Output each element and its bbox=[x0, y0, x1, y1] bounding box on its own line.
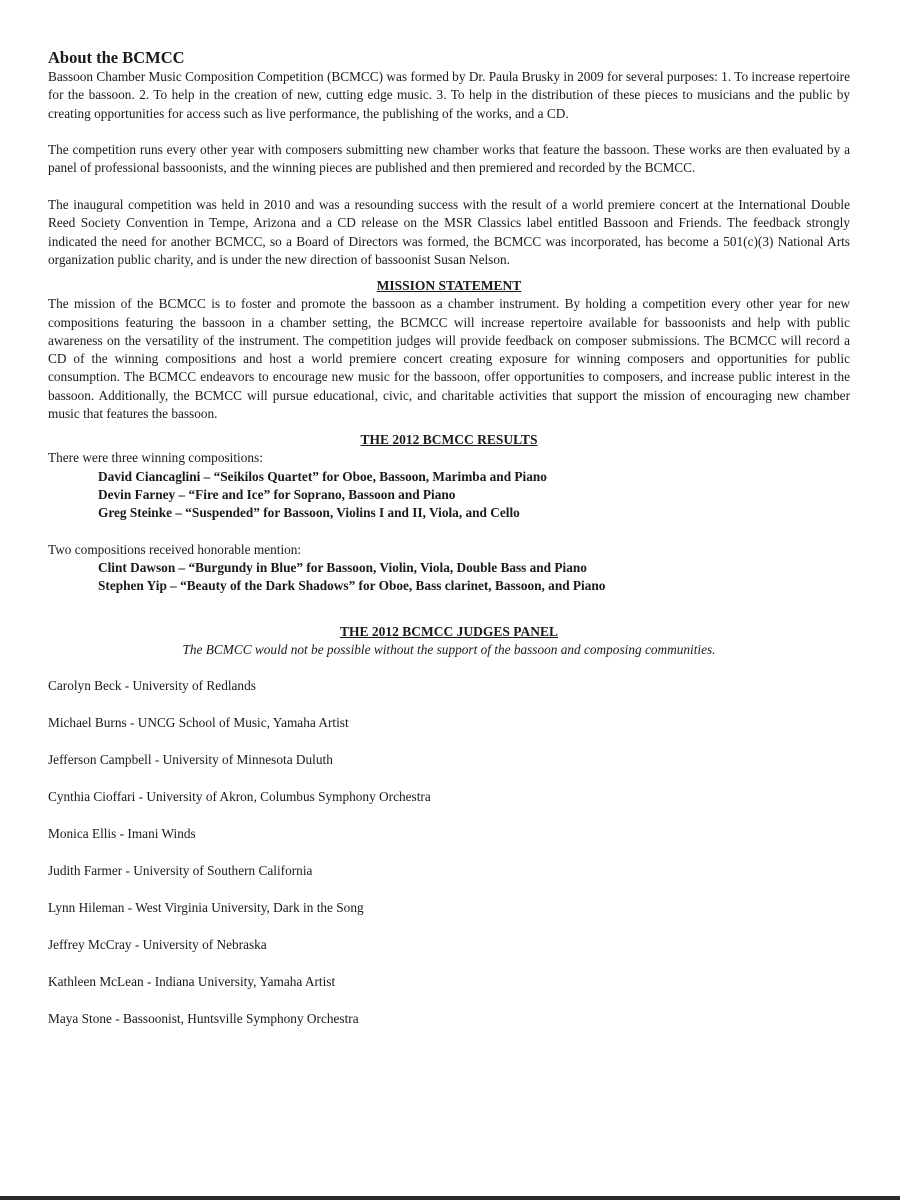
intro-paragraph-3: The inaugural competition was held in 2010 and was a resounding success with the result of a world premiere concert at the International Double Reed Society Convention in Tempe, Arizona and a CD release on the MSR Classics label entitled Bassoon and Friends. The feedback strongly indicated the need for another BCMCC, so a Board of Directors was formed, the BCMCC was incorporated, has become a 501(c)(3) National Arts organization public charity, and is under the new direction of bassoonist Susan Nelson. bbox=[48, 197, 850, 267]
judge-entry: Judith Farmer - University of Southern California bbox=[48, 863, 313, 879]
mission-text: The mission of the BCMCC is to foster and promote the bassoon as a chamber instrument. By holding a competition every other year for new compositions featuring the bassoon in a chamber setting, the BCMCC will increase repertoire available for bassoonists and help with public awareness on the versatility of the instrument. The competition judges will provide feedback on composer submissions. The BCMCC will record a CD of the winning compositions and host a world premiere concert creating exposure for winning composers and opportunities for public consumption. The BCMCC endeavors to encourage new music for the bassoon, offer opportunities to composers, and increase public interest in the bassoon. Additionally, the BCMCC will pursue educational, civic, and charitable activities that support the mission of encouraging new chamber music that features the bassoon. bbox=[48, 296, 850, 422]
judge-entry: Maya Stone - Bassoonist, Huntsville Symphony Orchestra bbox=[48, 1011, 359, 1027]
intro-paragraph-1: Bassoon Chamber Music Composition Competition (BCMCC) was formed by Dr. Paula Brusky in 2009 for several purposes: 1. To increase repertoire for the bassoon. 2. To help in the creation of new, cutting edge music. 3. To help in the distribution of these pieces to musicians and the public by creating opportunities for access such as live performance, the publishing of the works, and a CD. bbox=[48, 69, 850, 121]
judges-heading: THE 2012 BCMCC JUDGES PANEL bbox=[339, 624, 559, 640]
mission-heading: MISSION STATEMENT bbox=[376, 278, 522, 294]
judge-entry: Lynn Hileman - West Virginia University, Dark in the Song bbox=[48, 900, 364, 916]
winners-intro: There were three winning compositions: bbox=[48, 450, 263, 466]
honorable-entry: Stephen Yip – “Beauty of the Dark Shadows” for Oboe, Bass clarinet, Bassoon, and Piano bbox=[98, 578, 606, 594]
judges-list bbox=[48, 677, 850, 1028]
judge-entry: Cynthia Cioffari - University of Akron, Columbus Symphony Orchestra bbox=[48, 789, 431, 805]
judge-entry: Monica Ellis - Imani Winds bbox=[48, 826, 196, 842]
judge-entry: Jeffrey McCray - University of Nebraska bbox=[48, 937, 267, 953]
winner-entry: Devin Farney – “Fire and Ice” for Soprano, Bassoon and Piano bbox=[98, 486, 456, 502]
honorable-list bbox=[48, 559, 850, 596]
winner-entry: Greg Steinke – “Suspended” for Bassoon, Violins I and II, Viola, and Cello bbox=[98, 505, 520, 521]
winner-entry: David Ciancaglini – “Seikilos Quartet” for Oboe, Bassoon, Marimba and Piano bbox=[98, 468, 547, 484]
judge-entry: Jefferson Campbell - University of Minnesota Duluth bbox=[48, 752, 333, 768]
judge-entry: Michael Burns - UNCG School of Music, Yamaha Artist bbox=[48, 715, 349, 731]
document-page bbox=[48, 48, 850, 1047]
judge-entry: Kathleen McLean - Indiana University, Yamaha Artist bbox=[48, 974, 336, 990]
judges-tagline: The BCMCC would not be possible without the support of the bassoon and composing communities. bbox=[182, 642, 716, 658]
bottom-border bbox=[0, 1196, 900, 1200]
honorable-entry: Clint Dawson – “Burgundy in Blue” for Bassoon, Violin, Viola, Double Bass and Piano bbox=[98, 559, 587, 575]
honorable-intro: Two compositions received honorable mention: bbox=[48, 541, 302, 557]
intro-paragraph-2: The competition runs every other year with composers submitting new chamber works that feature the bassoon. These works are then evaluated by a panel of professional bassoonists, and the winning pieces are published and then premiered and recorded by the BCMCC. bbox=[48, 142, 850, 176]
page-title: About the BCMCC bbox=[48, 48, 185, 67]
results-heading: THE 2012 BCMCC RESULTS bbox=[360, 432, 538, 448]
winners-list bbox=[48, 468, 850, 523]
judge-entry: Carolyn Beck - University of Redlands bbox=[48, 678, 256, 694]
